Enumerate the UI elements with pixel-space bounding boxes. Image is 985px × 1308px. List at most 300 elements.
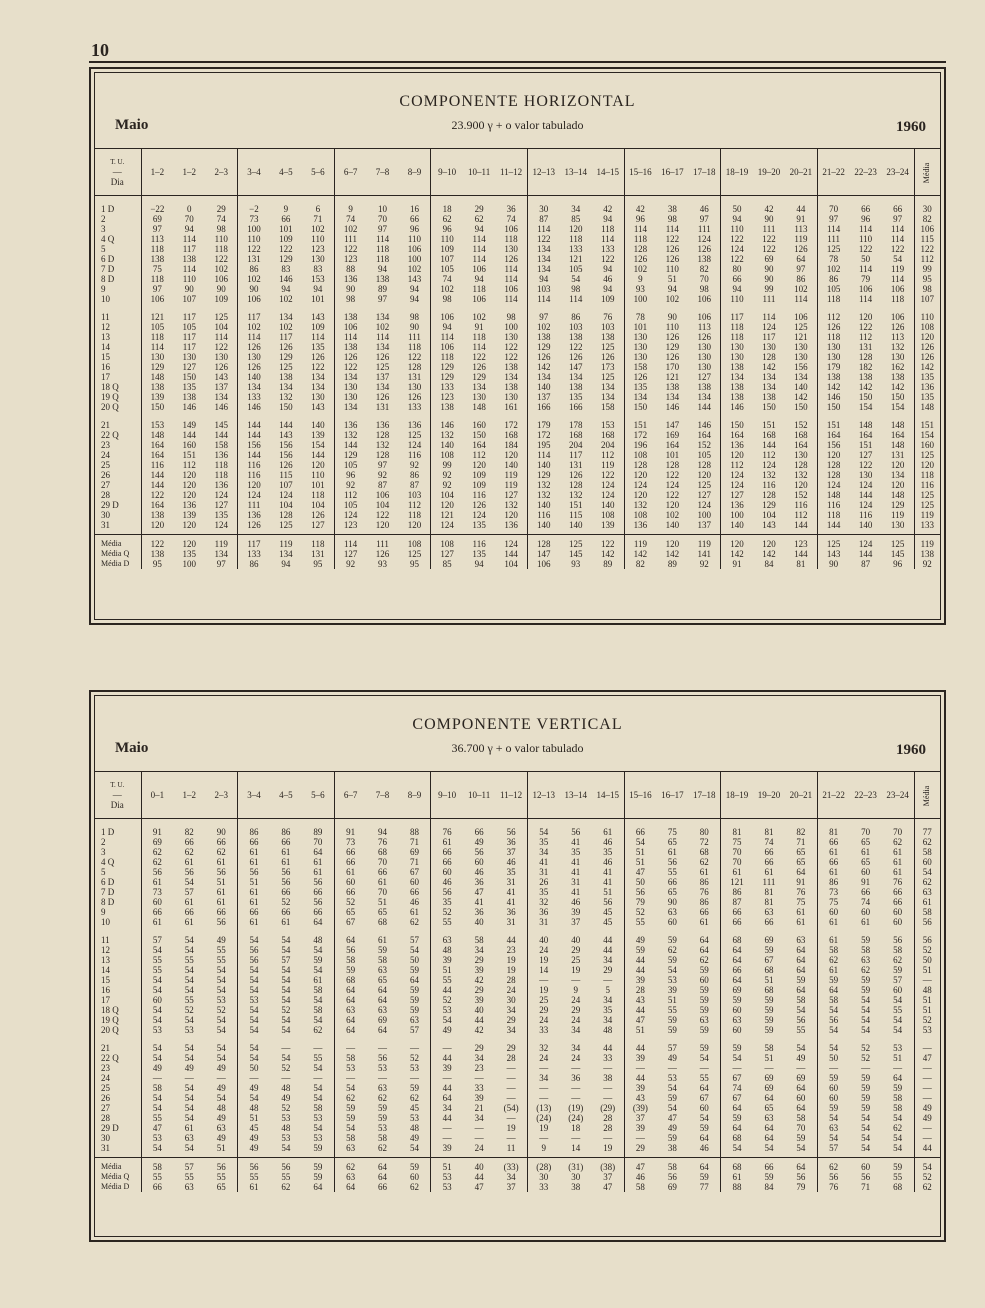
value-cell: 49 <box>238 1133 270 1143</box>
value-cell: 54 <box>238 1025 270 1035</box>
spacer-cell <box>656 927 688 935</box>
value-cell: 61 <box>817 867 849 877</box>
value-cell: 97 <box>699 214 709 224</box>
value-cell: 78 <box>624 312 656 322</box>
value-cell: 69 <box>721 985 753 995</box>
spacer-cell <box>463 196 495 205</box>
value-cell: 49 <box>238 1143 270 1153</box>
value-cell: 59 <box>699 1043 709 1053</box>
value-cell: 56 <box>281 867 291 877</box>
hour-header: 21–22 <box>817 149 849 196</box>
spacer-cell <box>334 1035 366 1043</box>
value-cell: 112 <box>182 460 196 470</box>
daily-mean-cell: 126 <box>914 342 940 352</box>
value-cell: 130 <box>182 352 197 362</box>
value-cell: 89 <box>667 559 677 569</box>
value-cell: 91 <box>474 322 484 332</box>
spacer-cell <box>914 196 940 205</box>
value-cell: 130 <box>721 352 753 362</box>
value-cell: 130 <box>817 342 849 352</box>
value-cell: 107 <box>182 294 197 304</box>
value-cell: 110 <box>721 224 753 234</box>
value-cell: 53 <box>141 1025 173 1035</box>
value-cell: 56 <box>238 955 270 965</box>
day-label: 16 <box>101 362 110 372</box>
value-cell: 126 <box>238 342 270 352</box>
value-cell: 61 <box>893 857 903 867</box>
spacer-cell <box>399 1035 431 1043</box>
day-label: 19 Q <box>101 1015 119 1025</box>
day-label: 5 <box>101 244 106 254</box>
value-cell: 122 <box>665 234 680 244</box>
value-cell: 179 <box>817 362 849 372</box>
value-cell: 46 <box>603 274 613 284</box>
value-cell: 76 <box>603 312 613 322</box>
value-cell: 54 <box>141 985 173 995</box>
day-label: 8 D <box>101 274 115 284</box>
value-cell: 50 <box>409 955 419 965</box>
value-cell: 120 <box>182 480 197 490</box>
daily-mean-cell: 120 <box>914 332 940 342</box>
value-cell: 124 <box>600 480 615 490</box>
value-cell: 41 <box>527 857 559 867</box>
value-cell: 120 <box>858 312 873 322</box>
spacer-cell <box>366 304 398 312</box>
value-cell: 54 <box>699 1113 709 1123</box>
table-row <box>95 1025 940 1035</box>
value-cell: 54 <box>281 1015 291 1025</box>
daily-mean-cell: — <box>914 1083 940 1093</box>
value-cell: — <box>474 1073 484 1083</box>
value-cell: 59 <box>764 1025 774 1035</box>
hour-header: 5–6 <box>302 772 334 819</box>
value-cell: 120 <box>504 450 518 460</box>
value-cell: 65 <box>796 847 806 857</box>
value-cell: 94 <box>474 224 484 234</box>
spacer-cell <box>334 304 366 312</box>
spacer-cell <box>849 412 881 420</box>
value-cell: 60 <box>699 975 709 985</box>
value-cell: 54 <box>861 995 871 1005</box>
value-cell: 140 <box>504 460 518 470</box>
value-cell: 71 <box>796 837 806 847</box>
value-cell: 49 <box>409 1133 419 1143</box>
value-cell: 116 <box>858 510 873 520</box>
value-cell: 51 <box>667 274 677 284</box>
value-cell: 44 <box>431 1053 463 1063</box>
spacer-cell <box>882 927 914 935</box>
value-cell: 118 <box>472 284 486 294</box>
value-cell: 21 <box>474 1103 484 1113</box>
daily-mean-cell: 142 <box>914 362 940 372</box>
spacer-cell <box>656 819 688 828</box>
value-cell: 9 <box>624 274 656 284</box>
day-label: 19 Q <box>101 392 119 402</box>
value-cell: 51 <box>431 1162 463 1172</box>
day-label: 31 <box>101 520 110 530</box>
day-label: 4 Q <box>101 857 115 867</box>
day-label: 6 D <box>101 877 115 887</box>
value-cell: 61 <box>603 827 613 837</box>
value-cell: 103 <box>600 322 615 332</box>
value-cell: 39 <box>624 1123 656 1133</box>
value-cell: 54 <box>313 995 323 1005</box>
value-cell: 60 <box>861 907 871 917</box>
value-cell: 9 <box>283 204 289 214</box>
value-cell: 64 <box>796 1103 806 1113</box>
value-cell: 74 <box>506 214 516 224</box>
value-cell: 106 <box>890 312 905 322</box>
value-cell: 132 <box>334 430 366 440</box>
value-cell: 94 <box>721 284 753 294</box>
value-cell: 69 <box>764 1083 774 1093</box>
value-cell: 95 <box>141 559 173 569</box>
value-cell: 113 <box>794 224 808 234</box>
value-cell: 51 <box>624 1025 656 1035</box>
value-cell: 58 <box>378 1133 388 1143</box>
value-cell: 133 <box>407 402 422 412</box>
value-cell: 120 <box>238 480 270 490</box>
value-cell: 130 <box>817 352 849 362</box>
value-cell: 118 <box>817 332 849 342</box>
value-cell: 84 <box>764 559 774 569</box>
value-cell: 29 <box>527 1005 559 1015</box>
spacer-cell <box>205 304 237 312</box>
value-cell: 39 <box>624 1083 656 1093</box>
value-cell: 64 <box>699 1083 709 1093</box>
value-cell: 60 <box>721 1025 753 1035</box>
value-cell: 89 <box>313 827 323 837</box>
value-cell: 111 <box>408 332 421 342</box>
daily-mean-cell: 110 <box>914 312 940 322</box>
value-cell: 41 <box>506 887 516 897</box>
value-cell: 58 <box>893 1093 903 1103</box>
value-cell: 66 <box>721 907 753 917</box>
value-cell: 66 <box>281 907 291 917</box>
value-cell: 142 <box>762 549 776 559</box>
value-cell: 59 <box>624 945 656 955</box>
spacer-cell <box>817 412 849 420</box>
value-cell: 110 <box>311 470 325 480</box>
value-cell: 130 <box>858 470 873 480</box>
value-cell: 62 <box>409 1093 419 1103</box>
value-cell: 53 <box>313 1113 323 1123</box>
value-cell: 44 <box>474 1015 484 1025</box>
table-row <box>95 867 940 877</box>
value-cell: 55 <box>216 945 226 955</box>
value-cell: 34 <box>474 945 484 955</box>
day-label: 26 <box>101 470 110 480</box>
hour-header: 17–18 <box>688 149 720 196</box>
value-cell: 54 <box>216 985 226 995</box>
value-cell: 33 <box>603 1053 613 1063</box>
value-cell: 145 <box>890 549 905 559</box>
value-cell: 97 <box>527 312 559 322</box>
value-cell: 59 <box>796 1133 806 1143</box>
value-cell: 62 <box>409 1182 419 1192</box>
value-cell: 48 <box>238 1103 270 1113</box>
value-cell: 60 <box>474 857 484 867</box>
value-cell: 130 <box>214 352 228 362</box>
value-cell: 74 <box>334 214 366 224</box>
value-cell: 102 <box>279 322 293 332</box>
value-cell: 59 <box>409 995 419 1005</box>
value-cell: 54 <box>796 1043 806 1053</box>
value-cell: 121 <box>665 372 680 382</box>
day-label: 17 <box>101 372 110 382</box>
daily-mean-cell: 135 <box>914 392 940 402</box>
value-cell: 64 <box>796 1162 806 1172</box>
value-cell: 122 <box>568 342 583 352</box>
spacer-cell <box>173 819 205 828</box>
daily-mean-cell: 138 <box>914 549 940 559</box>
value-cell: 55 <box>667 867 677 877</box>
value-cell: 48 <box>281 1123 291 1133</box>
value-cell: 64 <box>764 1093 774 1103</box>
value-cell: 46 <box>603 857 613 867</box>
value-cell: 126 <box>568 352 583 362</box>
value-cell: 131 <box>375 402 390 412</box>
value-cell: 136 <box>721 440 753 450</box>
value-cell: 55 <box>313 1053 323 1063</box>
table-row <box>95 837 940 847</box>
value-cell: 112 <box>817 312 849 322</box>
value-cell: 116 <box>238 470 270 480</box>
day-label: 31 <box>101 1143 110 1153</box>
value-cell: 105 <box>568 264 583 274</box>
value-cell: 114 <box>334 539 366 549</box>
value-cell: 58 <box>667 1162 677 1172</box>
spacer-cell <box>95 304 141 312</box>
spacer-cell <box>495 819 527 828</box>
value-cell: 62 <box>378 1143 388 1153</box>
value-cell: 51 <box>216 1143 226 1153</box>
value-cell: 44 <box>603 945 613 955</box>
daily-mean-cell: 136 <box>914 382 940 392</box>
spacer-cell <box>914 927 940 935</box>
value-cell: 88 <box>721 1182 753 1192</box>
value-cell: 140 <box>311 420 325 430</box>
value-cell: 30 <box>571 1172 581 1182</box>
spacer-cell <box>173 927 205 935</box>
value-cell: 41 <box>603 867 613 877</box>
spacer-row <box>95 927 940 935</box>
value-cell: 122 <box>504 352 518 362</box>
value-cell: 59 <box>667 1133 677 1143</box>
value-cell: 49 <box>216 1113 226 1123</box>
day-label: 1 D <box>101 204 115 214</box>
spacer-cell <box>624 412 656 420</box>
value-cell: 75 <box>721 837 753 847</box>
spacer-row <box>95 819 940 828</box>
value-cell: 106 <box>407 244 422 254</box>
value-cell: — <box>527 1133 559 1143</box>
value-cell: 115 <box>569 510 583 520</box>
value-cell: 54 <box>861 1143 871 1153</box>
value-cell: 54 <box>313 1093 323 1103</box>
value-cell: 111 <box>238 500 270 510</box>
spacer-cell <box>592 304 624 312</box>
spacer-cell <box>238 1035 270 1043</box>
value-cell: 58 <box>141 1162 173 1172</box>
value-cell: 96 <box>893 559 903 569</box>
value-cell: 24 <box>474 1143 484 1153</box>
value-cell: 148 <box>890 490 905 500</box>
value-cell: 129 <box>279 254 293 264</box>
value-cell: 55 <box>141 955 173 965</box>
spacer-cell <box>624 1035 656 1043</box>
daily-mean-cell: 53 <box>914 1025 940 1035</box>
value-cell: 114 <box>891 224 905 234</box>
value-cell: 60 <box>893 907 903 917</box>
value-cell: 61 <box>817 917 849 927</box>
value-cell: 51 <box>431 965 463 975</box>
value-cell: — <box>184 1073 194 1083</box>
value-cell: 106 <box>697 294 712 304</box>
value-cell: 55 <box>699 1073 709 1083</box>
value-cell: 81 <box>764 897 774 907</box>
spacer-cell <box>688 927 720 935</box>
spacer-cell <box>238 927 270 935</box>
value-cell: 127 <box>431 549 463 559</box>
value-cell: 148 <box>817 490 849 500</box>
value-cell: 120 <box>794 480 808 490</box>
value-cell: 54 <box>184 1015 194 1025</box>
value-cell: 44 <box>431 1083 463 1093</box>
value-cell: 59 <box>764 945 774 955</box>
value-cell: 71 <box>409 837 419 847</box>
value-cell: 47 <box>474 887 484 897</box>
value-cell: 68 <box>378 917 388 927</box>
value-cell: 68 <box>334 975 366 985</box>
value-cell: 54 <box>667 1083 677 1093</box>
value-cell: 62 <box>861 965 871 975</box>
value-cell: 29 <box>571 945 581 955</box>
value-cell: 82 <box>624 559 656 569</box>
value-cell: — <box>216 1073 226 1083</box>
table-row <box>95 539 940 549</box>
value-cell: 53 <box>431 1182 463 1192</box>
value-cell: 168 <box>600 430 615 440</box>
value-cell: 18 <box>571 1123 581 1133</box>
value-cell: 139 <box>141 392 173 402</box>
value-cell: — <box>506 1063 516 1073</box>
daily-mean-cell: — <box>914 1073 940 1083</box>
hour-header: 23–24 <box>882 772 914 819</box>
spacer-cell <box>527 412 559 420</box>
hour-header: 12–13 <box>527 772 559 819</box>
day-label: 2 <box>101 837 106 847</box>
value-cell: 101 <box>665 450 680 460</box>
value-cell: 57 <box>409 1025 419 1035</box>
value-cell: 54 <box>334 1123 366 1133</box>
hour-header: 16–17 <box>656 149 688 196</box>
value-cell: 59 <box>334 965 366 975</box>
value-cell: 130 <box>794 342 808 352</box>
value-cell: 119 <box>279 539 293 549</box>
value-cell: 69 <box>764 1073 774 1083</box>
value-cell: 148 <box>858 420 873 430</box>
value-cell: 45 <box>603 917 613 927</box>
value-cell: 61 <box>238 917 270 927</box>
value-cell: 63 <box>764 1113 774 1123</box>
value-cell: 23 <box>506 945 516 955</box>
value-cell: 46 <box>506 857 516 867</box>
daily-mean-cell: 92 <box>914 559 940 569</box>
value-cell: 151 <box>762 420 776 430</box>
value-cell: 116 <box>762 480 776 490</box>
value-cell: 64 <box>796 1083 806 1093</box>
value-cell: 148 <box>141 430 173 440</box>
value-cell: 90 <box>817 559 849 569</box>
value-cell: 62 <box>667 945 677 955</box>
value-cell: 126 <box>279 460 293 470</box>
value-cell: 60 <box>721 1005 753 1015</box>
value-cell: 122 <box>279 244 293 254</box>
value-cell: 94 <box>378 264 388 274</box>
value-cell: 6 <box>315 204 321 214</box>
daily-mean-cell: — <box>914 1093 940 1103</box>
value-cell: 56 <box>667 1172 677 1182</box>
value-cell: — <box>506 1133 516 1143</box>
value-cell: 58 <box>893 945 903 955</box>
value-cell: 28 <box>603 1123 613 1133</box>
value-cell: 91 <box>334 827 366 837</box>
table-row <box>95 450 940 460</box>
value-cell: 52 <box>281 1005 291 1015</box>
value-cell: 144 <box>334 440 366 450</box>
value-cell: — <box>409 1043 419 1053</box>
value-cell: 122 <box>375 510 390 520</box>
value-cell: 140 <box>527 382 559 392</box>
table-row <box>95 1005 940 1015</box>
value-cell: 31 <box>527 917 559 927</box>
value-cell: 58 <box>861 945 871 955</box>
value-cell: 53 <box>184 1025 194 1035</box>
value-cell: 120 <box>375 520 390 530</box>
value-cell: 29 <box>506 1015 516 1025</box>
value-cell: 37 <box>506 1182 516 1192</box>
value-cell: 120 <box>568 224 583 234</box>
value-cell: 66 <box>431 857 463 867</box>
value-cell: 14 <box>527 965 559 975</box>
value-cell: 61 <box>721 867 753 877</box>
value-cell: 150 <box>858 392 873 402</box>
value-cell: 24 <box>527 1053 559 1063</box>
day-label: 4 Q <box>101 234 115 244</box>
spacer-cell <box>624 819 656 828</box>
value-cell: 54 <box>861 1123 871 1133</box>
day-label: 24 <box>101 450 110 460</box>
value-cell: 66 <box>281 837 291 847</box>
daily-mean-cell: 160 <box>914 440 940 450</box>
value-cell: 59 <box>721 995 753 1005</box>
day-label: 10 <box>101 294 110 304</box>
value-cell: 118 <box>407 510 422 520</box>
day-label: 14 <box>101 965 110 975</box>
value-cell: 195 <box>527 440 559 450</box>
value-cell: 104 <box>504 559 518 569</box>
spacer-cell <box>366 412 398 420</box>
daily-mean-cell: 119 <box>914 539 940 549</box>
value-cell: 68 <box>721 1133 753 1143</box>
day-label: 12 <box>101 322 110 332</box>
value-cell: 86 <box>699 877 709 887</box>
value-cell: 64 <box>699 1162 709 1172</box>
value-cell: 143 <box>817 549 849 559</box>
value-cell: 98 <box>699 284 709 294</box>
hour-header: 0–1 <box>141 772 173 819</box>
